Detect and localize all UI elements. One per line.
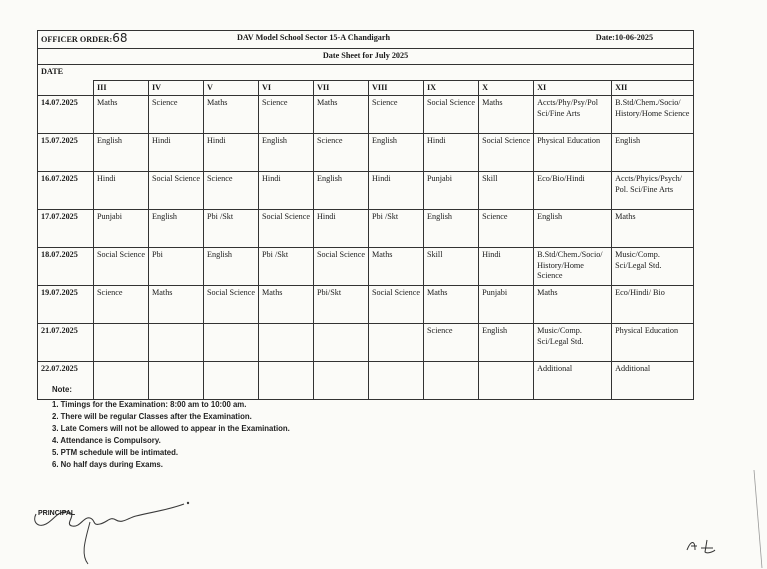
date-label-row (38, 64, 694, 80)
subject-cell (479, 362, 534, 400)
blank-header-cell (38, 80, 94, 96)
subject-cell: Science (424, 324, 479, 362)
exam-date: 16.07.2025 (38, 172, 94, 210)
subject-cell: Music/Comp. Sci/Legal Std. (534, 324, 612, 362)
exam-date: 19.07.2025 (38, 286, 94, 324)
subject-cell (314, 362, 369, 400)
subject-cell: Social Science (149, 172, 204, 210)
subject-cell: Punjabi (424, 172, 479, 210)
subject-cell: English (259, 134, 314, 172)
subject-cell: Social Science (204, 286, 259, 324)
subject-cell: Science (94, 286, 149, 324)
subject-cell: Additional (534, 362, 612, 400)
subject-cell: Skill (424, 248, 479, 286)
subject-cell: Maths (259, 286, 314, 324)
note-item: 5. PTM schedule will be intimated. (52, 448, 179, 457)
subject-cell: English (149, 210, 204, 248)
subject-cell: Pbi /Skt (204, 210, 259, 248)
subject-cell: Maths (149, 286, 204, 324)
principal-signature (28, 498, 198, 568)
exam-date: 18.07.2025 (38, 248, 94, 286)
subject-cell (259, 324, 314, 362)
subject-cell: Social Science (259, 210, 314, 248)
subject-cell: English (479, 324, 534, 362)
subject-cell: Science (314, 134, 369, 172)
subject-cell: Accts/Phy/Psy/Pol Sci/Fine Arts (534, 96, 612, 134)
subject-cell: Pbi /Skt (259, 248, 314, 286)
subject-cell: Social Science (314, 248, 369, 286)
subject-cell: Science (204, 172, 259, 210)
exam-date: 21.07.2025 (38, 324, 94, 362)
subject-cell: Skill (479, 172, 534, 210)
class-header-ix: IX (424, 80, 479, 96)
note-item: 4. Attendance is Compulsory. (52, 436, 161, 445)
subject-cell: Science (369, 96, 424, 134)
subject-cell: Science (479, 210, 534, 248)
subject-cell: English (612, 134, 694, 172)
notes-title: Note: (52, 385, 72, 394)
subject-cell (424, 362, 479, 400)
subject-cell: Social Science (369, 286, 424, 324)
subject-cell: Maths (534, 286, 612, 324)
note-item: 2. There will be regular Classes after the Examination. (52, 412, 252, 421)
date-sheet (37, 30, 693, 400)
class-header-vii: VII (314, 80, 369, 96)
subject-cell: Maths (612, 210, 694, 248)
subject-cell: B.Std/Chem./Socio/ History/Home Science (612, 96, 694, 134)
subject-cell: Maths (204, 96, 259, 134)
subject-cell: Science (149, 96, 204, 134)
subject-cell: Physical Education (612, 324, 694, 362)
subject-cell: Punjabi (479, 286, 534, 324)
subject-cell: Maths (314, 96, 369, 134)
principal-label: PRINCIPAL (38, 510, 76, 517)
subject-cell: English (369, 134, 424, 172)
exam-date: 22.07.2025 (38, 362, 94, 400)
notes-list (52, 399, 290, 471)
subject-cell: Hindi (259, 172, 314, 210)
subject-cell (369, 324, 424, 362)
subject-cell: Social Science (424, 96, 479, 134)
header-row (38, 31, 694, 49)
notes-section (52, 384, 290, 471)
sheet-title: Date Sheet for July 2025 (38, 48, 694, 64)
subject-cell: Music/Comp. Sci/Legal Std. (612, 248, 694, 286)
class-header-iii: III (94, 80, 149, 96)
class-header-vi: VI (259, 80, 314, 96)
table-row (38, 286, 694, 324)
note-item: 3. Late Comers will not be allowed to appear in the Examination. (52, 424, 290, 433)
subject-cell: Maths (424, 286, 479, 324)
date-label: DATE (38, 64, 694, 80)
subject-cell: Social Science (94, 248, 149, 286)
class-header-row (38, 80, 694, 96)
subject-cell: B.Std/Chem./Socio/ History/Home Science (534, 248, 612, 286)
subject-cell: Hindi (94, 172, 149, 210)
class-header-viii: VIII (369, 80, 424, 96)
subject-cell (314, 324, 369, 362)
subject-cell: Punjabi (94, 210, 149, 248)
subject-cell (149, 324, 204, 362)
table-body (38, 96, 694, 400)
subject-cell: Eco/Hindi/ Bio (612, 286, 694, 324)
subject-cell: Hindi (369, 172, 424, 210)
subject-cell: Social Science (479, 134, 534, 172)
class-header-xii: XII (612, 80, 694, 96)
subject-cell: Maths (369, 248, 424, 286)
class-header-xi: XI (534, 80, 612, 96)
subject-cell: Maths (479, 96, 534, 134)
subject-cell: Hindi (149, 134, 204, 172)
table-row (38, 248, 694, 286)
subject-cell: English (424, 210, 479, 248)
subject-cell: Physical Education (534, 134, 612, 172)
class-header-v: V (204, 80, 259, 96)
date-sheet-table (37, 30, 694, 400)
subject-cell: Science (259, 96, 314, 134)
exam-date: 15.07.2025 (38, 134, 94, 172)
exam-date: 17.07.2025 (38, 210, 94, 248)
subject-cell: Pbi /Skt (369, 210, 424, 248)
subject-cell (94, 324, 149, 362)
class-header-iv: IV (149, 80, 204, 96)
title-row (38, 48, 694, 64)
subject-cell: Maths (94, 96, 149, 134)
subject-cell: Hindi (314, 210, 369, 248)
subject-cell: Hindi (479, 248, 534, 286)
handwritten-initials (683, 536, 723, 556)
page-edge-mark (740, 470, 767, 569)
subject-cell (369, 362, 424, 400)
issue-date: Date:10-06-2025 (479, 31, 694, 49)
table-row (38, 172, 694, 210)
subject-cell: English (534, 210, 612, 248)
table-row (38, 134, 694, 172)
table-row (38, 210, 694, 248)
subject-cell: English (204, 248, 259, 286)
note-item: 6. No half days during Exams. (52, 460, 163, 469)
note-item: 1. Timings for the Examination: 8:00 am to 10:00 am. (52, 400, 247, 409)
class-header-x: X (479, 80, 534, 96)
school-name: DAV Model School Sector 15-A Chandigarh (149, 31, 479, 49)
exam-date: 14.07.2025 (38, 96, 94, 134)
subject-cell: Additional (612, 362, 694, 400)
subject-cell: Hindi (204, 134, 259, 172)
subject-cell (204, 324, 259, 362)
subject-cell: Eco/Bio/Hindi (534, 172, 612, 210)
table-row (38, 324, 694, 362)
subject-cell: Hindi (424, 134, 479, 172)
subject-cell: Pbi (149, 248, 204, 286)
officer-order: OFFICER ORDER:68 (38, 31, 149, 49)
subject-cell: Pbi/Skt (314, 286, 369, 324)
subject-cell: Accts/Phyics/Psych/ Pol. Sci/Fine Arts (612, 172, 694, 210)
subject-cell: English (94, 134, 149, 172)
subject-cell: English (314, 172, 369, 210)
table-row (38, 96, 694, 134)
